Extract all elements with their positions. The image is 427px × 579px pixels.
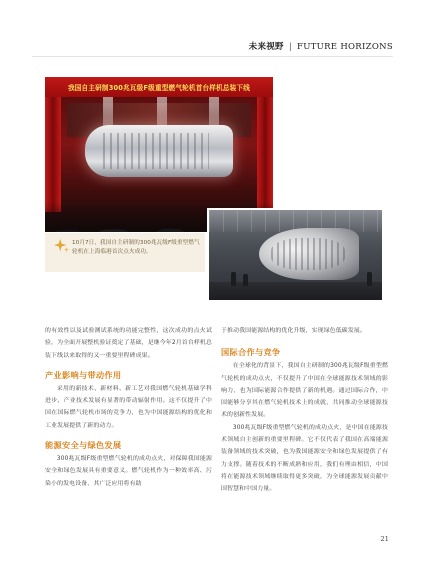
- section-heading-industry-impact: 产业影响与带动作用: [45, 369, 122, 380]
- right-column: [221, 325, 388, 495]
- header-column-en: FUTURE HORIZONS: [297, 42, 393, 52]
- photo-banner-text: 我国自主研制300兆瓦级F级重型燃气轮机首台样机总装下线: [67, 84, 251, 92]
- section-paragraph-international-1: 在全球化的背景下，我国自主研制的300兆瓦级F级重型燃气轮机的成功点火，不仅提升了中国在全球能源技术领域的影响力，也为国际能源合作提供了新的机遇。通过国际合作，中国能够分享其在燃气轮机技术上的成就，共同推动全球能源技术的创新性发展。: [221, 363, 388, 419]
- continuation-paragraph: 于推动我国能源结构的优化升级，实现绿色低碳发展。: [221, 328, 366, 334]
- gas-turbine-illustration: [85, 125, 233, 177]
- header-separator: |: [288, 42, 293, 52]
- secondary-photo-factory: [207, 208, 384, 302]
- turbine-closeup-illustration: [259, 228, 359, 280]
- header-column-cn: 未来视野: [248, 42, 284, 52]
- header-divider: [32, 56, 393, 57]
- page-number: 21: [380, 535, 389, 543]
- sparkle-star-icon: [53, 237, 71, 255]
- section-heading-international: 国际合作与竞争: [221, 347, 281, 358]
- section-paragraph-industry-impact: 采用的新技术、新材料、新工艺对我国燃气轮机基础学科进步、产业技术发展有显著的带动辐射作用。这不仅提升了中国在国际燃气轮机市场的竞争力，也为中国能源结构的优化和工业发展提供了新的动力。: [45, 385, 212, 429]
- photo-banner: [45, 77, 273, 97]
- intro-paragraph: 的有效性以及试验测试系统的功能完整性，这次成功的点火试验，为全面开展整机验证奠定了基础，是继今年2月首台样机总装下线以来取得的又一重要里程碑成果。: [45, 328, 212, 359]
- section-paragraph-energy-security: 300兆瓦级F级重型燃气轮机的成功点火，对保障我国能源安全和绿色发展具有重要意义。燃气轮机作为一种效率高、污染小的发电设备，其广泛应用将有助: [45, 455, 212, 487]
- left-column: [45, 325, 212, 490]
- running-header: [249, 40, 393, 52]
- section-paragraph-international-2: 300兆瓦级F级重型燃气轮机的成功点火，是中国在能源技术领域自主创新的重要里程碑。它不仅代表了我国在高端能源装备领域的技术突破，也为我国能源安全和绿色发展提供了有力支撑。随着技术的不断成熟和应用，我们有理由相信，中国将在能源技术领域继续取得更多突破，为全球能源发展贡献中国智慧和中国力量。: [221, 424, 388, 493]
- section-heading-energy-security: 能源安全与绿色发展: [45, 439, 122, 450]
- photo-caption-text: 10月7日，我国自主研制的300兆瓦级F级重型燃气轮机在上海临港首次点火成功。: [72, 240, 200, 256]
